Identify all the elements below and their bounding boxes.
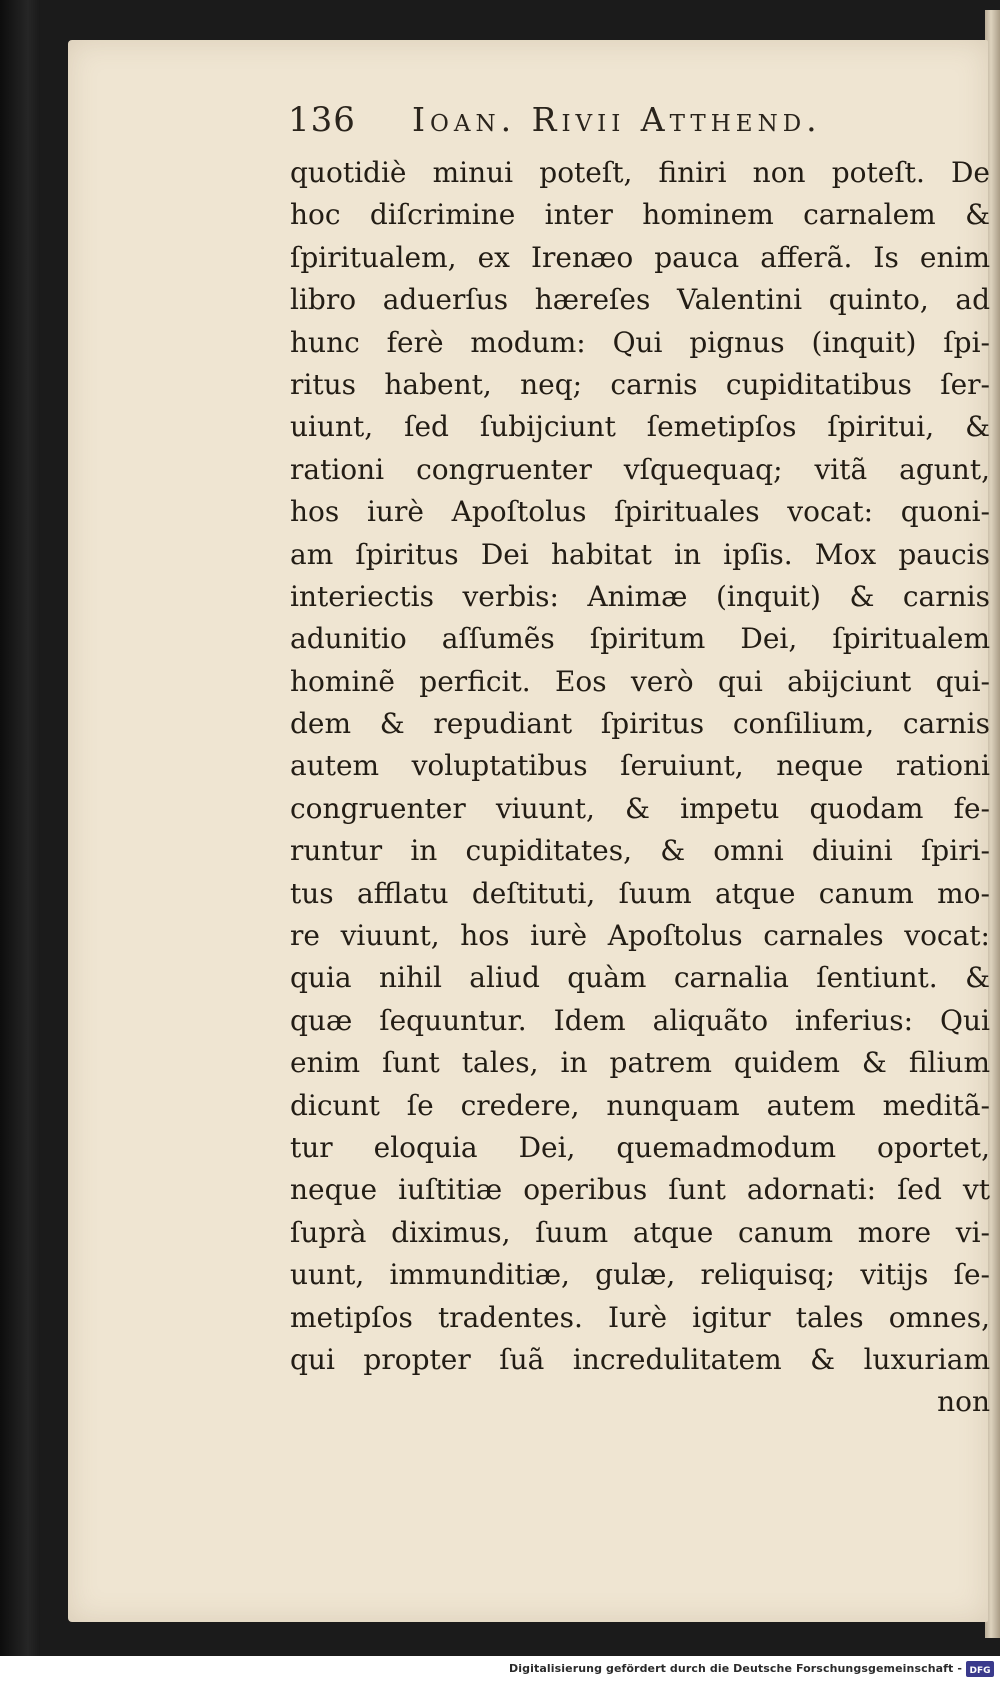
text-line: rationi congruenter vſquequaq; vitã agunt, <box>290 452 990 486</box>
text-line: tus afflatu deſtituti, ſuum atque canum mo- <box>290 876 990 910</box>
text-line: qui propter ſuã incredulitatem & luxuriam <box>290 1342 990 1376</box>
text-line: quotidiè minui poteſt, finiri non poteſt. De <box>290 156 990 189</box>
text-line: hominẽ perficit. Eos verò qui abijciunt qui- <box>290 664 990 698</box>
text-line: interiectis verbis: Animæ (inquit) & carnis <box>290 579 990 613</box>
text-line: ſpiritualem, ex Irenæo pauca afferã. Is enim <box>290 240 990 274</box>
text-line: neque iuſtitiæ operibus ſunt adornati: ſed vt <box>290 1173 990 1207</box>
text-line: adunitio aſſumẽs ſpiritum Dei, ſpiritualem <box>290 622 990 656</box>
text-line: ſuprà diximus, ſuum atque canum more vi- <box>290 1215 990 1249</box>
text-line: dicunt ſe credere, nunquam autem meditã- <box>290 1088 990 1122</box>
text-line: uunt, immunditiæ, gulæ, reliquisq; vitijs ſe- <box>290 1258 990 1292</box>
text-line: am ſpiritus Dei habitat in ipſis. Mox paucis <box>290 537 990 571</box>
text-line: quia nihil aliud quàm carnalia ſentiunt. & <box>290 961 990 995</box>
text-line: re viuunt, hos iurè Apoſtolus carnales vocat: <box>290 919 990 953</box>
text-line: uiunt, ſed ſubijciunt ſemetipſos ſpiritui, & <box>290 410 990 444</box>
page-header <box>220 100 980 150</box>
text-line: ritus habent, neq; carnis cupiditatibus ſer- <box>290 367 990 401</box>
text-line: hos iurè Apoſtolus ſpirituales vocat: quoni- <box>290 495 990 529</box>
text-line: tur eloquia Dei, quemadmodum oportet, <box>290 1130 990 1164</box>
page-number: 136 <box>288 100 356 140</box>
dfg-logo-text: DFG <box>969 1666 991 1676</box>
text-line: autem voluptatibus ſeruiunt, neque rationi <box>290 749 990 783</box>
footer-credit: Digitalisierung gefördert durch die Deutsche Forschungsgemeinschaft - <box>509 1662 962 1675</box>
text-line: quæ ſequuntur. Idem aliquãto inferius: Qui <box>290 1003 990 1037</box>
text-line: runtur in cupiditates, & omni diuini ſpiri- <box>290 834 990 868</box>
text-line: non <box>937 1385 990 1419</box>
text-line: congruenter viuunt, & impetu quodam fe- <box>290 791 990 825</box>
running-head: Ioan. Rivii Atthend. <box>412 100 822 139</box>
text-line: libro aduerſus hæreſes Valentini quinto, ad <box>290 283 990 317</box>
dfg-logo-icon <box>966 1661 994 1677</box>
digitization-footer <box>0 1656 1000 1684</box>
text-line: hoc diſcrimine inter hominem carnalem & <box>290 198 990 232</box>
text-line: enim ſunt tales, in patrem quidem & filium <box>290 1046 990 1080</box>
book-spine-shadow <box>0 0 40 1684</box>
body-text <box>290 152 990 1424</box>
text-line: hunc ferè modum: Qui pignus (inquit) ſpi- <box>290 325 990 359</box>
text-line: metipſos tradentes. Iurè igitur tales omnes, <box>290 1300 990 1334</box>
text-line: dem & repudiant ſpiritus conſilium, carnis <box>290 707 990 741</box>
